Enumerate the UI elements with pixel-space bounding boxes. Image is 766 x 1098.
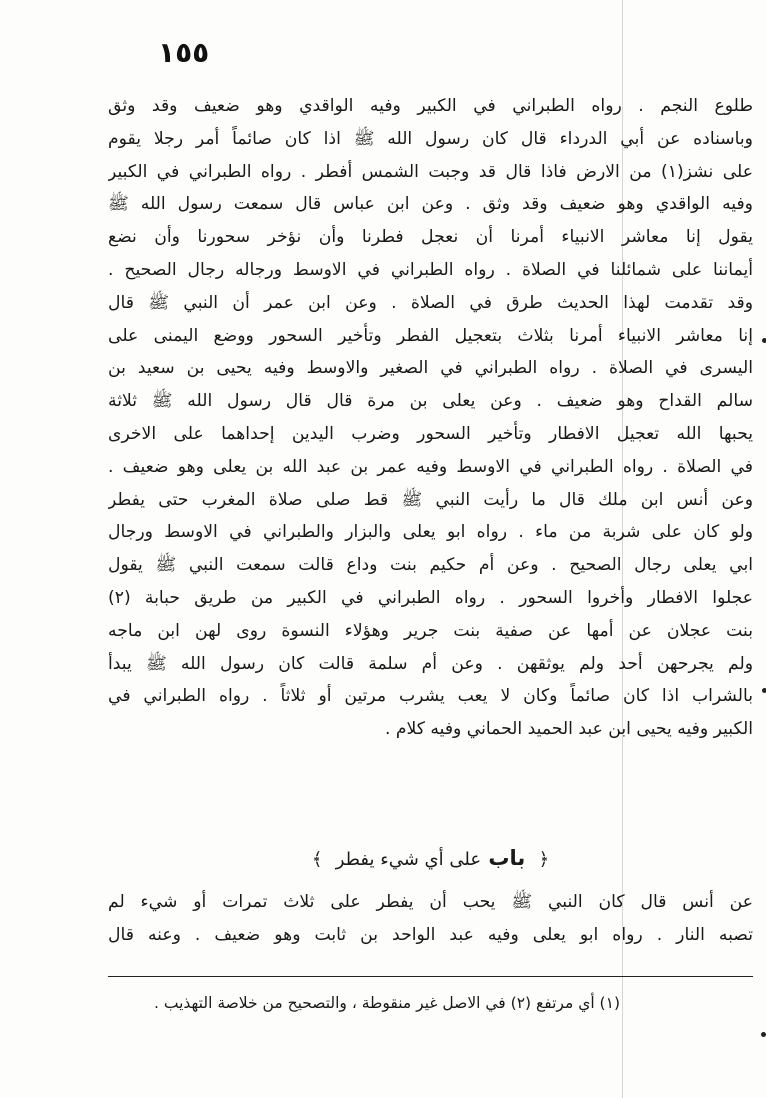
text-line: عجلوا الافطار وأخروا السحور . رواه الطبراني في الكبير من طريق حبابة (٢) — [108, 587, 753, 608]
text-line-last: الكبير وفيه يحيى ابن عبد الحميد الحماني وفيه كلام . — [384, 719, 753, 740]
section-text-block — [108, 886, 753, 952]
chapter-heading — [108, 838, 753, 878]
text-line: وباسناده عن أبي الدرداء قال كان رسول الله ﷺ اذا كان صائماً أمر رجلا يقوم — [108, 128, 753, 149]
text-line: وفيه الواقدي وهو ضعيف وقد وثق . وعن ابن عباس قال سمعت رسول الله ﷺ — [108, 194, 753, 215]
text-line: ولو كان على شربة من ماء . رواه ابو يعلى والبزار والطبراني في الاوسط ورجال — [108, 522, 753, 543]
text-line: اليسرى في الصلاة . رواه الطبراني في الصغير والاوسط وفيه يحيى بن سعيد بن — [108, 358, 753, 379]
page-number: ١٥٥ — [158, 36, 210, 69]
heading-title: باب — [488, 846, 526, 870]
heading-subtitle: على أي شيء يفطر — [335, 849, 482, 870]
section-line: تصبه النار . رواه ابو يعلى وفيه عبد الواحد بن ثابت وهو ضعيف . وعنه قال — [108, 924, 753, 945]
text-line: سالم القداح وهو ضعيف . وعن يعلى بن مرة قال قال رسول الله ﷺ ثلاثة — [108, 391, 753, 412]
text-line: إنا معاشر الانبياء أمرنا بثلاث بتعجيل الفطر وتأخير السحور ووضع اليمنى على — [108, 325, 753, 346]
text-line: في الصلاة . رواه الطبراني في الاوسط وفيه عمر بن عبد الله بن يعلى وهو ضعيف . — [108, 456, 753, 477]
text-line: يحبها الله تعجيل الافطار وتأخير السحور وضرب اليدين إحداهما على الاخرى — [108, 423, 753, 444]
text-line: طلوع النجم . رواه الطبراني في الكبير وفيه الواقدي وهو ضعيف وقد وثق — [108, 96, 753, 116]
margin-mark — [761, 1032, 766, 1037]
section-line: عن أنس قال كان النبي ﷺ يحب أن يفطر على ثلاث تمرات أو شيء لم — [108, 892, 753, 912]
main-text-block — [108, 90, 753, 746]
footnote-divider — [108, 976, 753, 977]
text-line: يقول إنا معاشر الانبياء أمرنا أن نعجل فطرنا وأن نؤخر سحورنا وأن نضع — [108, 227, 753, 248]
margin-mark — [762, 688, 766, 693]
text-line: وعن أنس ابن ملك قال ما رأيت النبي ﷺ قط صلى صلاة المغرب حتى يفطر — [108, 489, 753, 510]
heading-ornament-close: ﴾ — [311, 849, 323, 870]
heading-ornament-open: ﴿ — [538, 849, 550, 870]
footnote: (١) أي مرتفع (٢) في الاصل غير منقوطة ، والتصحيح من خلاصة التهذيب . — [154, 994, 620, 1012]
text-line: بالشراب اذا كان صائماً وكان لا يعب يشرب مرتين أو ثلاثاً . رواه الطبراني في — [108, 686, 753, 707]
text-line: ابي يعلى رجال الصحيح . وعن أم حكيم بنت وداع قالت سمعت النبي ﷺ يقول — [108, 555, 753, 576]
text-line: على نشز(١) من الارض فاذا قال قد وجبت الشمس أفطر . رواه الطبراني في الكبير — [108, 161, 753, 182]
text-line: ولم يجرحهن أحد ولم يوثقهن . وعن أم سلمة قالت كان رسول الله ﷺ يبدأ — [108, 653, 753, 674]
text-line: بنت عجلان عن أمها عن صفية بنت جرير وهؤلاء النسوة روى لهن ابن ماجه — [108, 620, 753, 641]
text-line: أيماننا على شمائلنا في الصلاة . رواه الطبراني في الاوسط ورجاله رجال الصحيح . — [108, 259, 753, 280]
margin-mark — [762, 338, 766, 343]
text-line: وقد تقدمت لهذا الحديث طرق في الصلاة . وعن ابن عمر أن النبي ﷺ قال — [108, 292, 753, 313]
